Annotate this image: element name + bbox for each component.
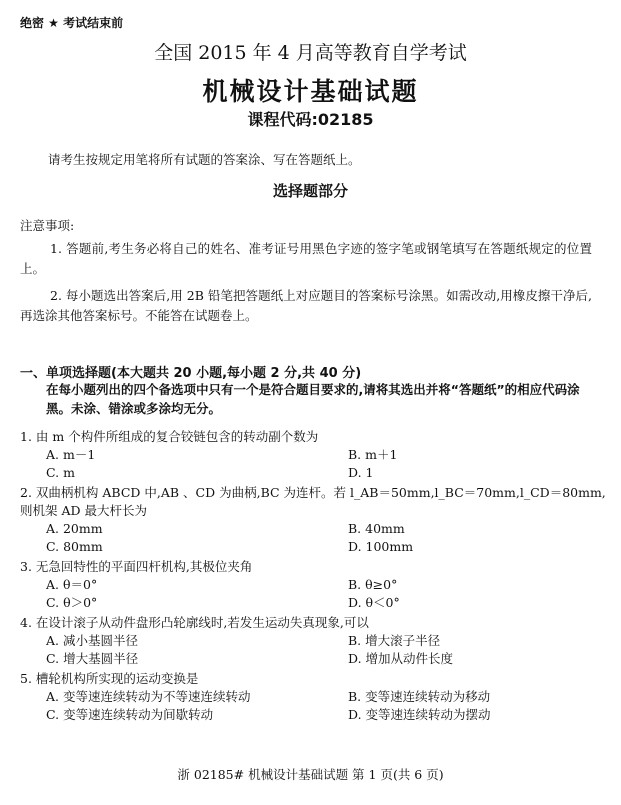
general-instruction: 请考生按规定用笔将所有试题的答案涂、写在答题纸上。 — [48, 152, 361, 167]
option-b: B. m＋1 — [348, 447, 398, 462]
question-5 — [20, 670, 610, 724]
option-c: C. m — [46, 465, 75, 480]
question-3 — [20, 558, 610, 612]
option-b: B. 40mm — [348, 521, 405, 536]
notes-title: 注意事项: — [20, 218, 75, 233]
question-stem: 3. 无急回特性的平面四杆机构,其极位夹角 — [20, 559, 253, 574]
option-c: C. 变等速连续转动为间歇转动 — [46, 707, 214, 722]
option-a: A. 20mm — [46, 521, 103, 536]
note-item: 1. 答题前,考生务必将自己的姓名、准考证号用黑色字迹的签字笔或钢笔填写在答题纸规定的位置上。 — [20, 241, 592, 276]
option-c: C. θ＞0° — [46, 595, 98, 610]
question-stem: 5. 槽轮机构所实现的运动变换是 — [20, 671, 199, 686]
section-description: 在每小题列出的四个备选项中只有一个是符合题目要求的,请将其选出并将“答题纸”的相应代码涂黑。未涂、错涂或多涂均无分。 — [46, 382, 580, 416]
option-d: D. 增加从动件长度 — [348, 651, 454, 666]
option-d: D. 100mm — [348, 539, 414, 554]
option-a: A. 减小基圆半径 — [46, 633, 138, 648]
section-heading: 一、单项选择题(本大题共 20 小题,每小题 2 分,共 40 分) — [20, 366, 362, 381]
part-title: 选择题部分 — [272, 182, 348, 200]
option-b: B. θ≥0° — [348, 577, 398, 592]
option-d: D. θ＜0° — [348, 595, 400, 610]
option-a: A. m－1 — [46, 447, 96, 462]
option-c: C. 80mm — [46, 539, 103, 554]
option-c: C. 增大基圆半径 — [46, 651, 139, 666]
question-stem: 2. 双曲柄机构 ABCD 中,AB 、CD 为曲柄,BC 为连杆。若 l_AB＝50mm,l_BC＝70mm,l_CD＝80mm,则机架 AD 最大杆长为 — [20, 485, 606, 518]
option-b: B. 增大滚子半径 — [348, 633, 441, 648]
option-a: A. θ＝0° — [46, 577, 98, 592]
option-a: A. 变等速连续转动为不等速连续转动 — [46, 689, 251, 704]
question-stem: 4. 在设计滚子从动件盘形凸轮廓线时,若发生运动失真现象,可以 — [20, 615, 369, 630]
question-1 — [20, 428, 610, 482]
option-d: D. 1 — [348, 465, 374, 480]
subject-title: 机械设计基础试题 — [202, 77, 419, 106]
note-item: 2. 每小题选出答案后,用 2B 铅笔把答题纸上对应题目的答案标号涂黑。如需改动,用橡皮擦干净后,再选涂其他答案标号。不能答在试题卷上。 — [20, 288, 592, 323]
question-4 — [20, 614, 610, 668]
option-b: B. 变等速连续转动为移动 — [348, 689, 491, 704]
confidential-mark: 绝密 ★ 考试结束前 — [20, 16, 124, 30]
option-d: D. 变等速连续转动为摆动 — [348, 707, 491, 722]
course-code: 课程代码:02185 — [247, 110, 374, 129]
question-stem: 1. 由 m 个构件所组成的复合铰链包含的转动副个数为 — [20, 429, 319, 444]
question-2 — [20, 484, 610, 556]
exam-title: 全国 2015 年 4 月高等教育自学考试 — [154, 42, 467, 64]
page-footer: 浙 02185# 机械设计基础试题 第 1 页(共 6 页) — [177, 767, 444, 782]
